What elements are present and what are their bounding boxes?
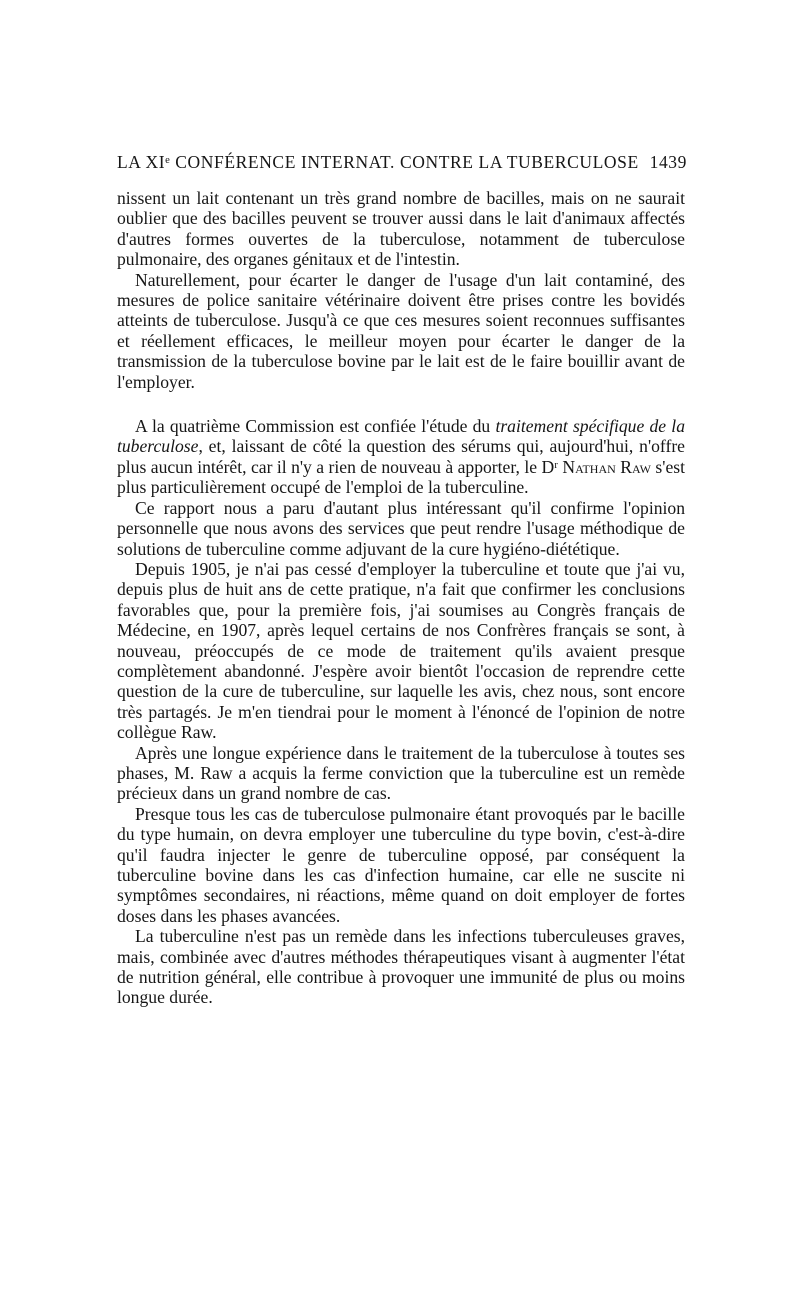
paragraph-raw-conviction: Après une longue expérience dans le traitement de la tuberculose à toutes ses phases, M. Raw a acquis la ferme conviction que la tuberculine est un remède précieux dans un grand nombre de cas. — [117, 742, 685, 804]
paragraph-milk-bacilli: nissent un lait contenant un très grand nombre de bacilles, mais on ne saurait oublier que des bacilles peuvent se trouver aussi dans le lait d'animaux affectés d'autres formes ouvertes de la tuberculose, notamment de tuberculose pulmonaire, des organes génitaux et de l'intestin. — [117, 188, 685, 270]
author-name: Nathan Raw — [562, 456, 651, 477]
italic-phrase: traitement spécifique de la tuberculose — [117, 416, 685, 457]
body-text — [117, 188, 685, 1008]
paragraph-boiling-milk: Naturellement, pour écarter le danger de l'usage d'un lait contaminé, des mesures de police sanitaire vétérinaire doivent être prises contre les bovidés atteints de tuberculose. Jusqu'à ce que ces mesures soient reconnues suffisantes et réellement efficaces, le meilleur moyen pour écarter le danger de la transmission de la tuberculose bovine par le lait est de le faire bouillir avant de l'employer. — [117, 269, 685, 392]
running-title: LA XIᵉ CONFÉRENCE INTERNAT. CONTRE LA TUBERCULOSE — [117, 152, 639, 172]
paragraph-immunity: La tuberculine n'est pas un remède dans les infections tuberculeuses graves, mais, combinée avec d'autres méthodes thérapeutiques visant à augmenter l'état de nutrition général, elle contribue à provoquer une immunité de plus ou moins longue durée. — [117, 926, 685, 1008]
paragraph-bovine-tuberculin: Presque tous les cas de tuberculose pulmonaire étant provoqués par le bacille du type humain, on devra employer une tuberculine du type bovin, c'est-à-dire qu'il faudra injecter le genre de tuberculine opposé, par conséquent la tuberculine bovine dans les cas d'infection humaine, car elle ne suscite ni symptômes secondaires, ni réactions, même quand on doit employer de fortes doses dans les phases avancées. — [117, 803, 685, 926]
running-header — [117, 152, 687, 173]
paragraph-fourth-commission: A la quatrième Commission est confiée l'étude du traitement spécifique de la tuberculose, et, laissant de côté la question des sérums qui, aujourd'hui, n'offre plus aucun intérêt, car il n'y a rien de nouveau à apporter, le Dʳ Nathan Raw s'est plus particulièrement occupé de l'emploi de la tuberculine. — [117, 416, 685, 498]
page-number: 1439 — [649, 152, 687, 172]
paragraph-since-1905: Depuis 1905, je n'ai pas cessé d'employer la tuberculine et toute que j'ai vu, depuis plus de huit ans de cette pratique, n'a fait que confirmer les conclusions favorables que, pour la première fois, j'ai soumises au Congrès français de Médecine, en 1907, après lequel certains de nos Confrères français se sont, à nouveau, préoccupés de ce mode de traitement qu'ils avaient presque complètement abandonné. J'espère avoir bientôt l'occasion de reprendre cette question de la cure de tuberculine, sur laquelle les avis, chez nous, sont encore très partagés. Je m'en tiendrai pour le moment à l'énoncé de l'opinion de notre collègue Raw. — [117, 558, 685, 743]
paragraph-report-opinion: Ce rapport nous a paru d'autant plus intéressant qu'il confirme l'opinion personnelle que nous avons des services que peut rendre l'usage méthodique de solutions de tuberculine comme adjuvant de la cure hygiéno-diététique. — [117, 497, 685, 559]
